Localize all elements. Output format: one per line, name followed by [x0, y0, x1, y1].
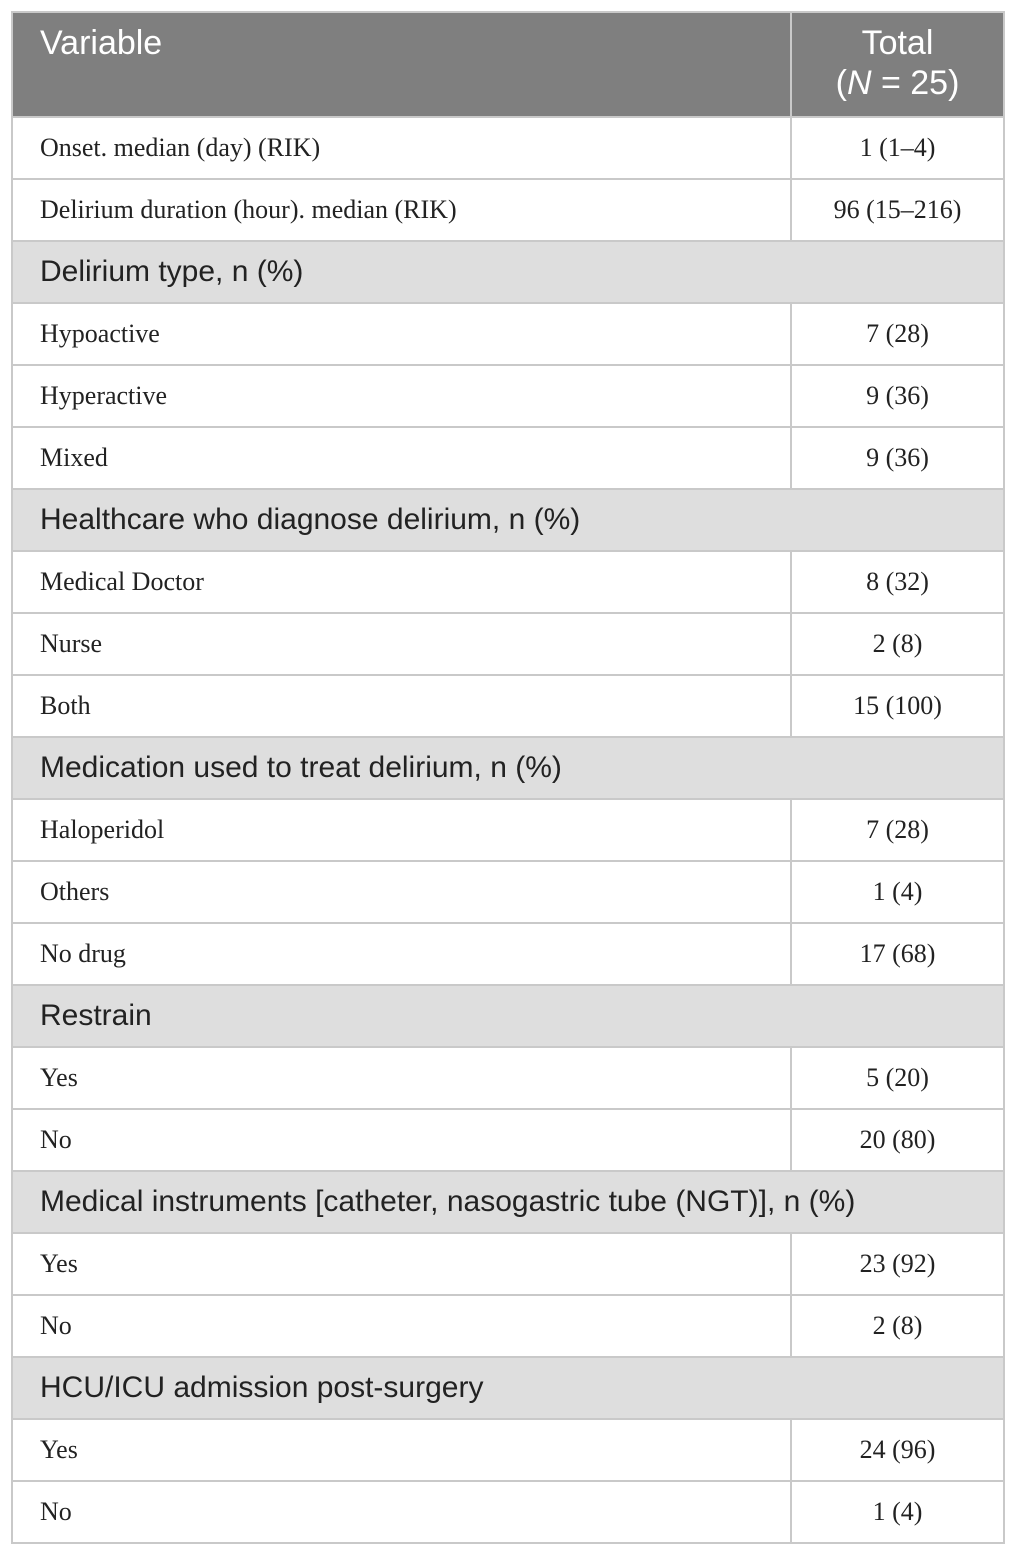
table-row	[12, 923, 1004, 985]
row-value: 23 (92)	[791, 1233, 1004, 1295]
row-label: Haloperidol	[12, 799, 791, 861]
row-label: No	[12, 1109, 791, 1171]
row-value: 96 (15–216)	[791, 179, 1004, 241]
header-total-n-rest: = 25)	[871, 64, 960, 102]
table-row	[12, 551, 1004, 613]
row-value: 1 (4)	[791, 861, 1004, 923]
row-label: Hyperactive	[12, 365, 791, 427]
section-title: HCU/ICU admission post-surgery	[12, 1357, 1004, 1419]
row-label: Onset. median (day) (RIK)	[12, 117, 791, 179]
row-value: 8 (32)	[791, 551, 1004, 613]
section-header-row	[12, 985, 1004, 1047]
row-value: 24 (96)	[791, 1419, 1004, 1481]
table-row	[12, 675, 1004, 737]
section-header-row	[12, 1171, 1004, 1233]
header-total-label: Total	[861, 24, 934, 62]
row-label: No	[12, 1295, 791, 1357]
row-value: 7 (28)	[791, 303, 1004, 365]
table-row	[12, 365, 1004, 427]
table-row	[12, 1047, 1004, 1109]
section-title: Delirium type, n (%)	[12, 241, 1004, 303]
header-total-open: (	[835, 64, 847, 102]
row-value: 7 (28)	[791, 799, 1004, 861]
header-total	[791, 12, 1004, 117]
row-label: Yes	[12, 1233, 791, 1295]
section-title: Restrain	[12, 985, 1004, 1047]
row-value: 20 (80)	[791, 1109, 1004, 1171]
row-value: 1 (1–4)	[791, 117, 1004, 179]
row-value: 9 (36)	[791, 427, 1004, 489]
row-label: Yes	[12, 1419, 791, 1481]
table-row	[12, 1233, 1004, 1295]
row-label: Yes	[12, 1047, 791, 1109]
table-row	[12, 303, 1004, 365]
row-label: Mixed	[12, 427, 791, 489]
table-row	[12, 1109, 1004, 1171]
table-body	[12, 117, 1004, 1543]
table-row	[12, 861, 1004, 923]
row-label: No drug	[12, 923, 791, 985]
row-value: 9 (36)	[791, 365, 1004, 427]
table-row	[12, 427, 1004, 489]
table-row	[12, 1419, 1004, 1481]
row-value: 2 (8)	[791, 613, 1004, 675]
section-header-row	[12, 737, 1004, 799]
table-row	[12, 1295, 1004, 1357]
table-row	[12, 117, 1004, 179]
section-title: Healthcare who diagnose delirium, n (%)	[12, 489, 1004, 551]
row-label: Both	[12, 675, 791, 737]
table-row	[12, 179, 1004, 241]
row-value: 2 (8)	[791, 1295, 1004, 1357]
section-header-row	[12, 489, 1004, 551]
header-total-n-symbol: N	[846, 64, 872, 102]
section-header-row	[12, 1357, 1004, 1419]
header-variable: Variable	[12, 12, 791, 117]
section-header-row	[12, 241, 1004, 303]
row-label: Hypoactive	[12, 303, 791, 365]
row-value: 17 (68)	[791, 923, 1004, 985]
row-value: 15 (100)	[791, 675, 1004, 737]
row-label: Others	[12, 861, 791, 923]
table-row	[12, 799, 1004, 861]
row-label: Nurse	[12, 613, 791, 675]
table-header-row	[12, 12, 1004, 117]
row-value: 1 (4)	[791, 1481, 1004, 1543]
row-value: 5 (20)	[791, 1047, 1004, 1109]
row-label: Delirium duration (hour). median (RIK)	[12, 179, 791, 241]
delirium-characteristics-table	[11, 11, 1005, 1544]
row-label: No	[12, 1481, 791, 1543]
table-row	[12, 1481, 1004, 1543]
row-label: Medical Doctor	[12, 551, 791, 613]
section-title: Medication used to treat delirium, n (%)	[12, 737, 1004, 799]
section-title: Medical instruments [catheter, nasogastric tube (NGT)], n (%)	[12, 1171, 1004, 1233]
table-row	[12, 613, 1004, 675]
